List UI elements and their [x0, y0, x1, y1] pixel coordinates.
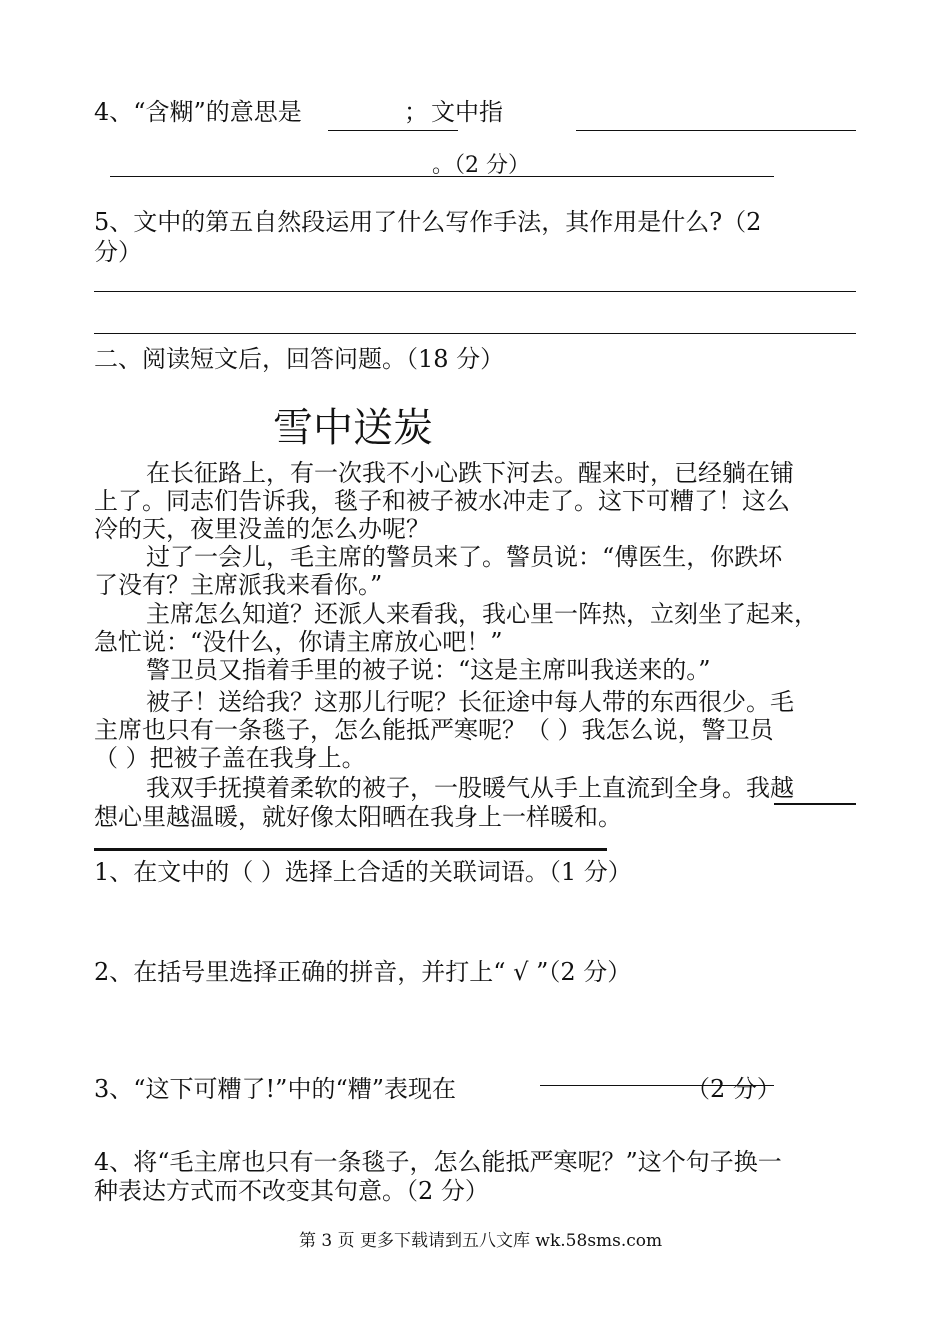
passage-line: （ ）把被子盖在我身上。: [94, 744, 366, 772]
passage-line: 想心里越温暖，就好像太阳晒在我身上一样暖和。: [94, 803, 622, 831]
answer-line-q3[interactable]: [540, 1085, 774, 1086]
answer-line-meaning[interactable]: [328, 130, 458, 131]
passage-line: 急忙说：“没什么，你请主席放心吧！”: [94, 628, 503, 656]
passage-question-4-line1: 4、将“毛主席也只有一条毯子，怎么能抵严寒呢？”这个句子换一: [94, 1148, 782, 1176]
section-2-heading: 二、阅读短文后，回答问题。（18 分）: [94, 345, 505, 373]
semicolon: ；: [404, 98, 428, 126]
passage-line: 被子！送给我？这那儿行呢？长征途中每人带的东西很少。毛: [146, 688, 794, 716]
question-4-score: 。（2 分）: [432, 153, 530, 178]
passage-question-3-score: （2 分）: [686, 1075, 781, 1103]
passage-line: 过了一会儿，毛主席的警员来了。警员说：“傅医生，你跌坏: [146, 543, 783, 571]
passage-title: 雪中送炭: [273, 405, 433, 451]
passage-line: 主席也只有一条毯子，怎么能抵严寒呢？（ ）我怎么说，警卫员: [94, 716, 774, 744]
passage-question-1: 1、在文中的（ ）选择上合适的关联词语。（1 分）: [94, 858, 632, 886]
passage-line: 上了。同志们告诉我，毯子和被子被水冲走了。这下可糟了！这么: [94, 487, 790, 515]
passage-question-2: 2、在括号里选择正确的拼音，并打上“ √ ”（2 分）: [94, 958, 632, 986]
answer-line-q5-2[interactable]: [94, 333, 856, 334]
section-divider: [94, 848, 607, 851]
question-4-prompt-part2: 文中指: [431, 98, 503, 126]
passage-line: 了没有？主席派我来看你。”: [94, 571, 383, 599]
question-4-prompt: 4、“含糊”的意思是: [94, 98, 302, 126]
answer-line-q5-1[interactable]: [94, 291, 856, 292]
answer-line-refers-1[interactable]: [576, 130, 856, 131]
question-5-line2: 分）: [94, 238, 142, 266]
passage-line: 在长征路上，有一次我不小心跌下河去。醒来时，已经躺在铺: [146, 459, 794, 487]
passage-question-3: 3、“这下可糟了!”中的“糟”表现在: [94, 1075, 456, 1103]
passage-line: 我双手抚摸着柔软的被子，一股暖气从手上直流到全身。我越: [146, 774, 794, 802]
passage-question-4-line2: 种表达方式而不改变其句意。（2 分）: [94, 1177, 489, 1205]
question-5-line1: 5、文中的第五自然段运用了什么写作手法，其作用是什么?（2: [94, 208, 762, 236]
passage-line: 警卫员又指着手里的被子说：“这是主席叫我送来的。”: [146, 656, 711, 684]
page-footer: 第 3 页 更多下载请到五八文库 wk.58sms.com: [299, 1231, 663, 1251]
passage-line: 主席怎么知道？还派人来看我，我心里一阵热，立刻坐了起来，: [146, 600, 818, 628]
underline-mark: [774, 803, 856, 805]
passage-line: 冷的天，夜里没盖的怎么办呢？: [94, 515, 430, 543]
